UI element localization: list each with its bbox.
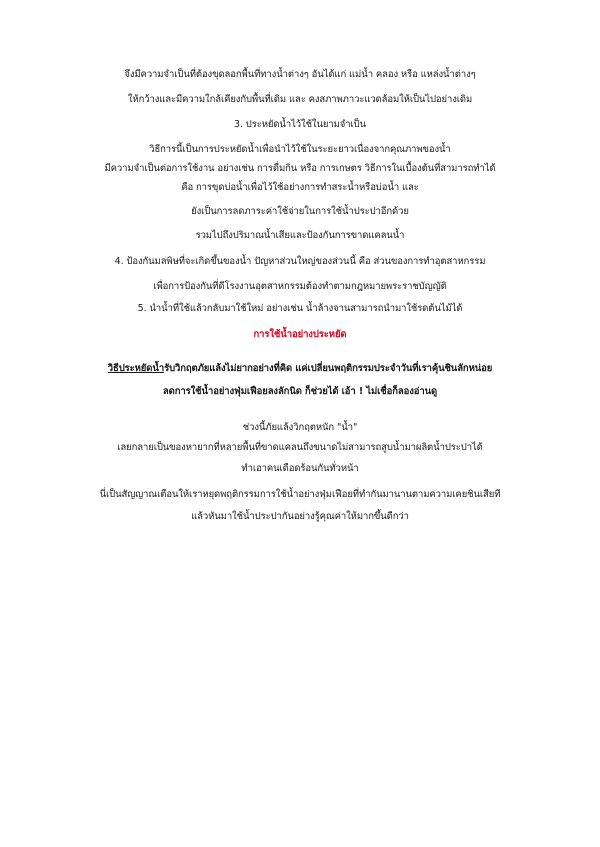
- section-heading: การใช้น้ำอย่างประหยัด: [253, 329, 347, 340]
- intro-line: [0, 363, 600, 375]
- body-text-line: รวมไปถึงปริมาณน้ำเสียและป้องกันการขาดแคลนน้ำ: [195, 230, 405, 241]
- list-item-3: 3. ประหยัดน้ำไว้ใช้ในยามจำเป็น: [233, 119, 366, 130]
- body-text-line: ให้กว้างและมีความใกล้เคียงกับพื้นที่เดิม และ คงสภาพภาวะแวดล้อมให้เป็นไปอย่างเดิม: [127, 94, 473, 105]
- intro-text: รับวิกฤตภัยแล้งไม่ยากอย่างที่คิด แค่เปลี่ยนพฤติกรรมประจำวันที่เราคุ้นชินลักหน่อย: [164, 363, 493, 374]
- body-text-line: คือ การขุดบ่อน้ำเพื่อไว้ใช้อย่างการทำสระน้ำหรือบ่อน้ำ และ: [181, 182, 419, 193]
- body-text-line: วิธีการนี้เป็นการประหยัดน้ำเพื่อนำไว้ใช้ในระยะยาวเนื่องจากคุณภาพของน้ำ: [149, 144, 451, 155]
- body-text-line: จึงมีความจำเป็นที่ต้องขุดลอกพื้นที่ทางน้ำต่างๆ อันได้แก่ แม่น้ำ คลอง หรือ แหล่งน้ำต่างๆ: [124, 69, 476, 80]
- body-text-line: ทำเอาคนเดือดร้อนกันทั่วหน้า: [241, 463, 359, 474]
- body-text-line: เพื่อการป้องกันที่ดีโรงงานอุตสาหกรรมต้องทำตามกฎหมายพระราชบัญญัติ: [153, 281, 447, 292]
- list-item-4: 4. ป้องกันมลพิษที่จะเกิดขึ้นของน้ำ ปัญหาส่วนใหญ่ของส่วนนี้ คือ ส่วนของการทำอุตสาหกรรม: [114, 256, 486, 267]
- intro-link[interactable]: วิธีประหยัดน้ำ: [107, 363, 165, 374]
- body-text-line: นี่เป็นสัญญาณเตือนให้เราหยุดพฤติกรรมการใช้น้ำอย่างฟุ่มเฟือยที่ทำกันมานานตามความเคยชินเสียที: [99, 489, 501, 500]
- body-text-line: ยังเป็นการลดภาระค่าใช้จ่ายในการใช้น้ำประปาอีกด้วย: [191, 206, 409, 217]
- body-text-line: มีความจำเป็นต่อการใช้งาน อย่างเช่น การดื่มกิน หรือ การเกษตร วิธีการในเบื้องต้นที่สามารถทำได้: [104, 163, 496, 174]
- body-text-line: แล้วหันมาใช้น้ำประปากันอย่างรู้คุณค่าให้มากขึ้นดีกว่า: [191, 511, 409, 522]
- intro-line-2: ลดการใช้น้ำอย่างฟุ่มเฟือยลงลักนิด ก็ช่วยได้ เอ้า ! ไม่เชื่อก็ลองอ่านดู: [162, 386, 438, 397]
- body-text-line: ช่วงนี้ภัยแล้งวิกฤตหนัก "น้ำ": [242, 422, 358, 433]
- list-item-5: 5. นำน้ำที่ใช้แล้วกลับมาใช้ใหม่ อย่างเช่น น้ำล้างจานสามารถนำมาใช้รดต้นไม้ได้: [137, 303, 463, 314]
- body-text-line: เลยกลายเป็นของหายากที่หลายพื้นที่ขาดแคลนถึงขนาดไม่สามารถสูบน้ำมาผลิตน้ำประปาได้: [117, 442, 483, 453]
